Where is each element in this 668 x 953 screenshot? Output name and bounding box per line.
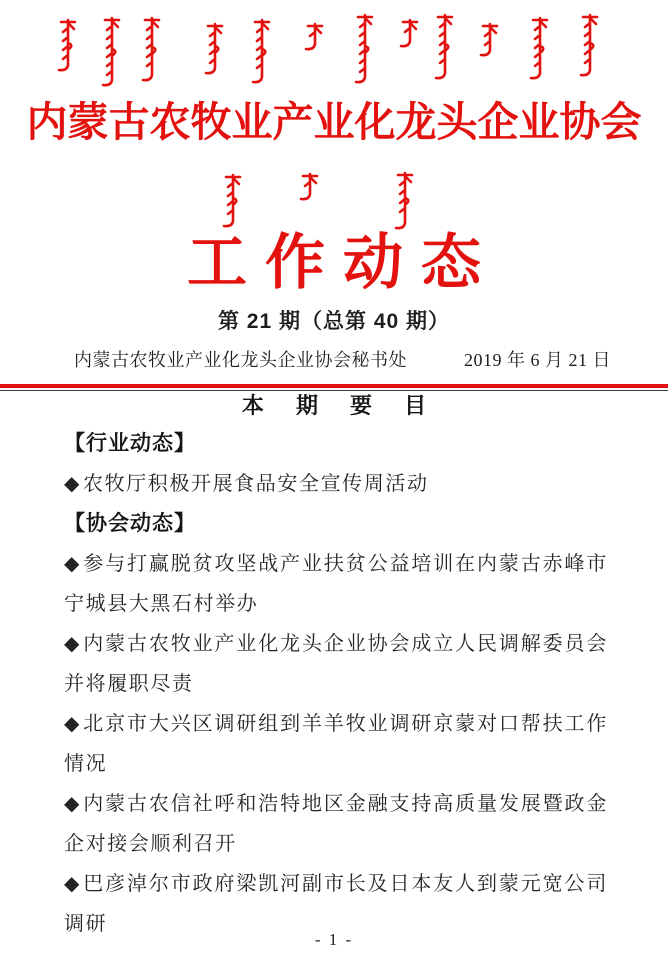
toc-item-text: 内蒙古农牧业产业化龙头企业协会成立人民调解委员会并将履职尽责: [64, 633, 608, 695]
publish-date: 2019 年 6 月 21 日: [464, 350, 611, 370]
diamond-bullet-icon: ◆: [64, 713, 82, 735]
diamond-bullet-icon: ◆: [64, 793, 82, 815]
toc-item-text: 北京市大兴区调研组到羊羊牧业调研京蒙对口帮扶工作情况: [64, 713, 608, 775]
issue-number: 第 21 期（总第 40 期）: [217, 310, 451, 333]
page-number: - 1 -: [314, 930, 354, 949]
mongolian-script-masthead-icon: [0, 0, 668, 97]
toc-item-text: 农牧厅积极开展食品安全宣传周活动: [82, 473, 429, 495]
toc-item-text: 巴彦淖尔市政府梁凯河副市长及日本友人到蒙元宽公司调研: [64, 873, 608, 935]
divider-red-rule: [0, 384, 668, 388]
mongolian-script-subtitle-icon: [0, 171, 668, 231]
toc-item: [64, 464, 608, 504]
toc-item: [64, 704, 608, 784]
publisher-row: [0, 349, 668, 371]
toc-list: [0, 420, 668, 944]
bulletin-title: 工作动态: [187, 230, 499, 296]
divider-thin-rule: [0, 390, 668, 391]
toc-section-label-association: 【协会动态】: [64, 512, 196, 535]
toc-item: [64, 784, 608, 864]
toc-item: [64, 624, 608, 704]
org-title: 内蒙古农牧业产业化龙头企业协会: [26, 99, 642, 145]
toc-item-text: 参与打赢脱贫攻坚战产业扶贫公益培训在内蒙古赤峰市宁城县大黑石村举办: [64, 553, 608, 615]
toc-heading: 本 期 要 目: [241, 393, 440, 418]
diamond-bullet-icon: ◆: [64, 633, 82, 655]
toc-section-label-industry: 【行业动态】: [64, 432, 196, 455]
toc-item-text: 内蒙古农信社呼和浩特地区金融支持高质量发展暨政金企对接会顺利召开: [64, 793, 608, 855]
publisher-name: 内蒙古农牧业产业化龙头企业协会秘书处: [74, 350, 407, 370]
toc-item: [64, 544, 608, 624]
diamond-bullet-icon: ◆: [64, 553, 82, 575]
diamond-bullet-icon: ◆: [64, 873, 82, 895]
diamond-bullet-icon: ◆: [64, 473, 81, 495]
